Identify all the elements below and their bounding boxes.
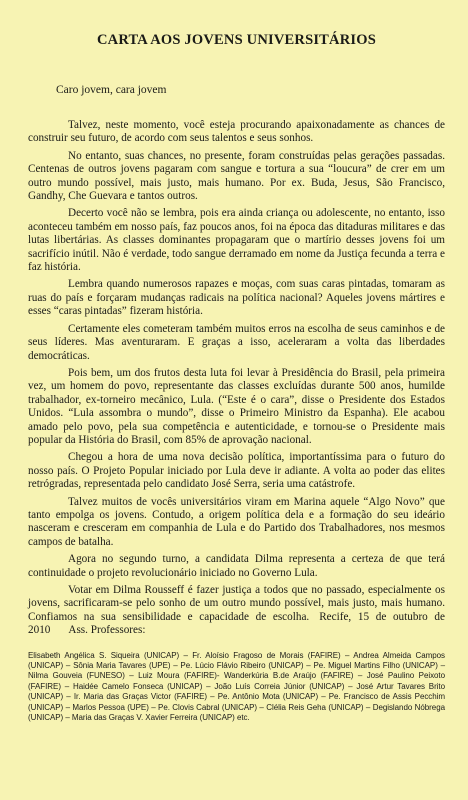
page-title: CARTA AOS JOVENS UNIVERSITÁRIOS	[97, 32, 376, 48]
paragraph: Talvez, neste momento, você esteja procurando apaixonadamente as chances de construir seu futuro, de acordo com seus talentos e seus sonhos.	[28, 119, 445, 145]
paragraph: Pois bem, um dos frutos desta luta foi levar à Presidência do Brasil, pela primeira vez, um homem do povo, representante das classes excluídas durante 500 anos, humilde trabalhador, ex-torneiro mecânico, Lula. (“Este é o cara”, disse o Presidente dos Estados Unidos. “Lula assombra o mundo”, disse o Primeiro Ministro da Espanha). Ele acabou amado pelo povo, pela sua competência e autenticidade, e tornou-se o Presidente mais popular da História do Brasil, com 85% de aprovação nacional.	[28, 366, 445, 446]
letter-body	[28, 119, 445, 638]
paragraph: Lembra quando numerosos rapazes e moças, com suas caras pintadas, tomaram as ruas do país e forçaram mudanças radicais na política nacional? Aqueles jovens mártires e esses “caras pintadas” fizeram história.	[28, 278, 445, 318]
closing-paragraph	[28, 584, 445, 638]
date-line: Recife, 15 de outubro de 2010	[28, 610, 445, 637]
salutation: Caro jovem, cara jovem	[56, 84, 167, 96]
paragraph: Certamente eles cometeram também muitos erros na escolha de seus caminhos e de seus líderes. Mas aventuraram. E graças a isso, aceleraram a volta das liberdades democráticas.	[28, 322, 445, 362]
paragraph: Chegou a hora de uma nova decisão política, importantíssima para o futuro do nosso país. O Projeto Popular iniciado por Lula deve ir adiante. A volta ao poder das elites retrógradas, representada pelo candidato José Serra, seria uma catástrofe.	[28, 451, 445, 491]
signature-label: Ass. Professores:	[68, 624, 146, 637]
paragraph: No entanto, suas chances, no presente, foram construídas pelas gerações passadas. Centenas de outros jovens pagaram com sangue e tortura a sua “loucura” de crer em um outro mundo possível, mais justo, mais humano. Por ex. Buda, Jesus, São Francisco, Gandhy, Che Guevara e tantos outros.	[28, 149, 445, 203]
professor-signatures: Elisabeth Angélica S. Siqueira (UNICAP) – Fr. Aloísio Fragoso de Morais (FAFIRE) – Andrea Almeida Campos (UNICAP) – Sônia Maria Tavares (UPE) – Pe. Lúcio Flávio Ribeiro (UNICAP) – Pe. Miguel Martins Filho (UNICAP) – Nilma Gouveia (FUNESO) – Luiz Moura (FAFIRE)- Wanderkúria B.de Araújo (FAFIRE) – José Paulino Peixoto (FAFIRE) – Haidée Camelo Fonseca (UNICAP) – João Luís Correia Júnior (UNICAP) – José Artur Tavares Brito (UNICAP) – Ir. Maria das Graças Victor (FAFIRE) – Pe. Antônio Mota (UNICAP) – Pe. Francisco de Assis Pecchim (UNICAP) – Marlos Pessoa (UPE) – Pe. Clovis Cabral (UNICAP) – Clélia Reis Geha (UNICAP) – Degislando Nóbrega (UNICAP) – Maria das Graças V. Xavier Ferreira (UNICAP) etc.	[28, 650, 445, 723]
paragraph: Agora no segundo turno, a candidata Dilma representa a certeza de que terá continuidade o projeto revolucionário iniciado no Governo Lula.	[28, 553, 445, 579]
closing-text: Votar em Dilma Rousseff é fazer justiça a todos que no passado, especialmente os jovens, sacrificaram-se pelo sonho de um outro mundo possível, mais justo, mais humano. Confiamos na sua sensibilidade e capacidade de escolha.	[28, 584, 445, 623]
paragraph: Talvez muitos de vocês universitários viram em Marina aquele “Algo Novo” que tanto empolga os jovens. Contudo, a origem política dela e a formação do seu ideário nasceram e cresceram em companhia de Lula e do Partido dos Trabalhadores, nos mesmos campos de batalha.	[28, 495, 445, 548]
paragraph: Decerto você não se lembra, pois era ainda criança ou adolescente, no entanto, isso aconteceu também em nosso país, faz poucos anos, foi na época das ditaduras militares e das lutas libertárias. As classes dominantes propagaram que o martírio desses jovens foi um sacrifício inútil. Não é verdade, todo sangue derramado em nome da Justiça fecunda a terra e faz história.	[28, 207, 445, 274]
